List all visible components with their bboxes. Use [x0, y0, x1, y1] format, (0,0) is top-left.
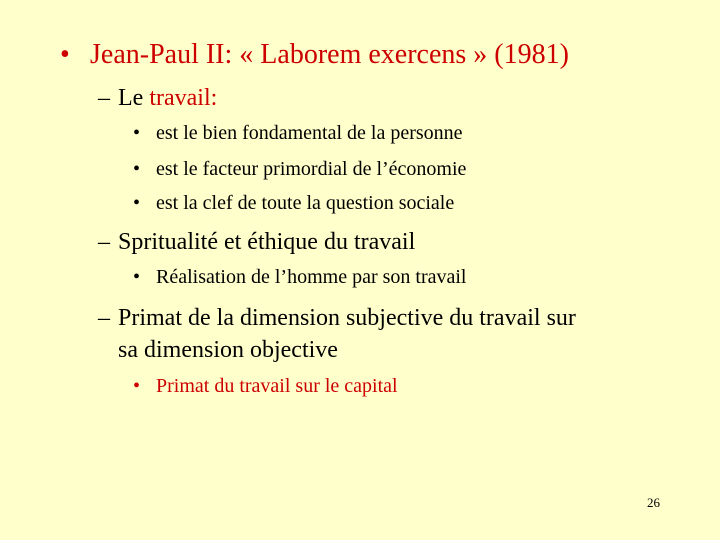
list-item-text: Primat du travail sur le capital [156, 375, 398, 397]
section-dash: – [98, 305, 110, 331]
list-item-text: est la clef de toute la question sociale [156, 192, 455, 214]
section-heading: Spritualité et éthique du travail [118, 229, 416, 255]
section-heading: Primat de la dimension subjective du travail sur [118, 305, 576, 331]
slide-title: Jean-Paul II: « Laborem exercens » (1981) [90, 39, 569, 70]
page-number: 26 [647, 495, 660, 510]
section-dash: – [98, 229, 110, 255]
list-bullet: • [133, 158, 141, 180]
list-bullet: • [133, 266, 141, 288]
section-highlight: travail: [149, 85, 218, 111]
section-dash: – [98, 85, 110, 111]
list-bullet: • [133, 192, 141, 214]
section-heading-continued: sa dimension objective [118, 337, 338, 363]
list-item-text: est le facteur primordial de l’économie [156, 158, 467, 180]
title-bullet: • [60, 39, 70, 70]
list-item-text: est le bien fondamental de la personne [156, 122, 463, 144]
list-bullet: • [133, 375, 141, 397]
list-item-text: Réalisation de l’homme par son travail [156, 266, 467, 288]
section-heading [118, 84, 217, 112]
section-prefix: Le [118, 85, 150, 111]
list-bullet: • [133, 122, 141, 144]
